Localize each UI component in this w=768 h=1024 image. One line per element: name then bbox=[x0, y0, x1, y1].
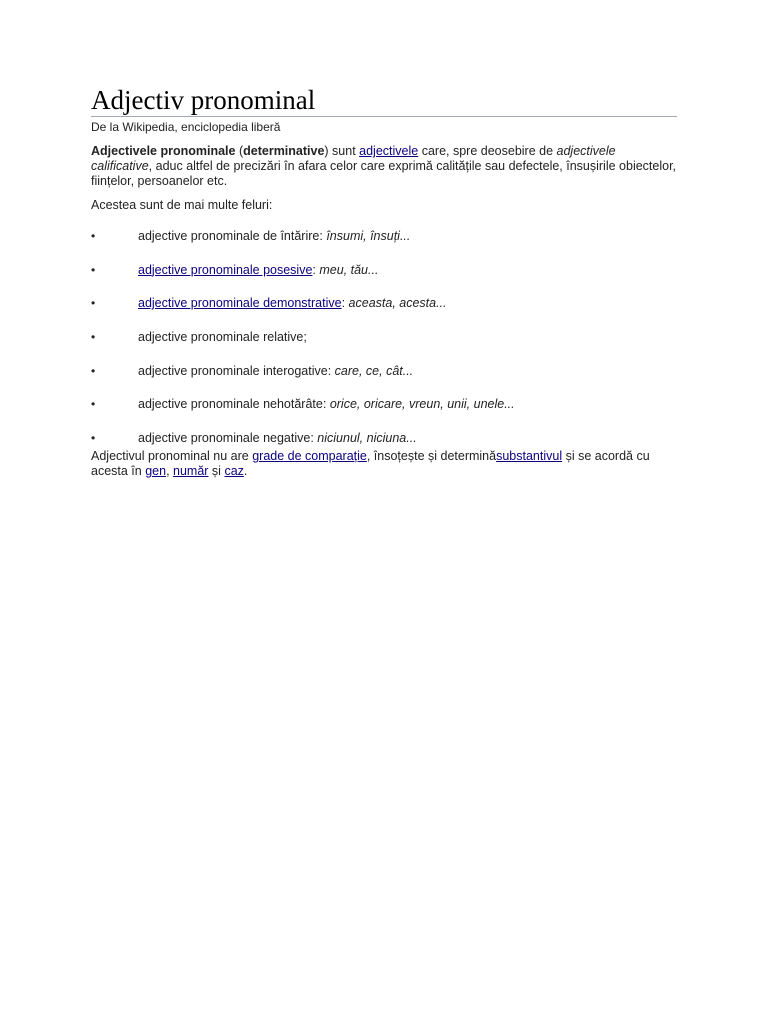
list-item-label: adjective pronominale interogative bbox=[138, 363, 328, 378]
link-grade-de-comparatie[interactable]: grade de comparație bbox=[252, 449, 367, 464]
link-adjectivele[interactable]: adjectivele bbox=[359, 144, 419, 158]
list-item bbox=[91, 364, 677, 379]
kinds-intro: Acestea sunt de mai multe feluri: bbox=[91, 198, 273, 212]
link-substantivul[interactable]: substantivul bbox=[496, 449, 563, 464]
list-item-examples: care, ce, cât... bbox=[334, 363, 414, 378]
closing-text: și se acordă cu acesta în bbox=[91, 449, 650, 479]
intro-bold-synonym: determinative bbox=[243, 144, 325, 158]
intro-bold-term: Adjectivele pronominale bbox=[91, 144, 236, 158]
list-item bbox=[91, 263, 677, 278]
closing-text: , însoțește și determină bbox=[366, 449, 497, 464]
bullet-icon: • bbox=[91, 330, 96, 345]
list-item bbox=[91, 431, 677, 446]
intro-text: care, spre deosebire de bbox=[418, 144, 557, 158]
list-item bbox=[91, 296, 677, 311]
link-numar[interactable]: număr bbox=[173, 464, 209, 479]
list-item-label: adjective pronominale relative; bbox=[138, 330, 307, 345]
list-item-examples: aceasta, acesta... bbox=[348, 296, 447, 311]
list-item-separator: : bbox=[322, 397, 330, 412]
article bbox=[91, 84, 677, 479]
intro-text: ( bbox=[235, 144, 244, 158]
link-caz[interactable]: caz bbox=[224, 464, 244, 479]
closing-text: Adjectivul pronominal nu are bbox=[91, 449, 253, 464]
list-item-separator: : bbox=[312, 262, 320, 277]
link-gen[interactable]: gen bbox=[145, 464, 167, 479]
closing-text: , bbox=[166, 464, 174, 479]
bullet-icon: • bbox=[91, 262, 96, 277]
page-title: Adjectiv pronominal bbox=[91, 84, 677, 117]
intro-paragraph bbox=[91, 144, 677, 189]
list-item bbox=[91, 229, 677, 244]
bullet-icon: • bbox=[91, 431, 96, 446]
list-item-examples: niciunul, niciuna... bbox=[317, 431, 417, 446]
list-item-separator: : bbox=[310, 431, 318, 446]
closing-text: . bbox=[243, 464, 248, 479]
kinds-list bbox=[91, 229, 677, 446]
closing-text: și bbox=[208, 464, 225, 479]
intro-italic-term: adjectivele calificative bbox=[91, 144, 616, 173]
list-item bbox=[91, 397, 677, 412]
list-item-examples: meu, tău... bbox=[319, 262, 379, 277]
list-item-examples: însumi, însuți... bbox=[326, 229, 411, 243]
intro-text: , aduc altfel de precizări în afara celor care exprimă calitățile sau defectele, însușirile obiectelor, ființelor, persoanelor etc. bbox=[91, 159, 677, 188]
intro-text: ) sunt bbox=[324, 144, 360, 158]
site-subtitle: De la Wikipedia, enciclopedia liberă bbox=[91, 120, 281, 134]
list-item-link[interactable]: adjective pronominale posesive bbox=[138, 262, 313, 277]
list-item-label: adjective pronominale negative bbox=[138, 431, 311, 446]
list-item-label: adjective pronominale nehotărâte bbox=[138, 397, 323, 412]
list-item-examples: orice, oricare, vreun, unii, unele... bbox=[329, 397, 515, 412]
bullet-icon: • bbox=[91, 296, 96, 311]
bullet-icon: • bbox=[91, 397, 96, 412]
list-item-link[interactable]: adjective pronominale demonstrative bbox=[138, 296, 342, 311]
list-item-label: adjective pronominale de întărire bbox=[138, 229, 320, 243]
closing-paragraph bbox=[91, 449, 677, 479]
bullet-icon: • bbox=[91, 229, 96, 243]
list-item bbox=[91, 330, 677, 345]
list-item-separator: : bbox=[319, 229, 327, 243]
list-item-separator: : bbox=[341, 296, 349, 311]
bullet-icon: • bbox=[91, 363, 96, 378]
list-item-separator: : bbox=[327, 363, 335, 378]
